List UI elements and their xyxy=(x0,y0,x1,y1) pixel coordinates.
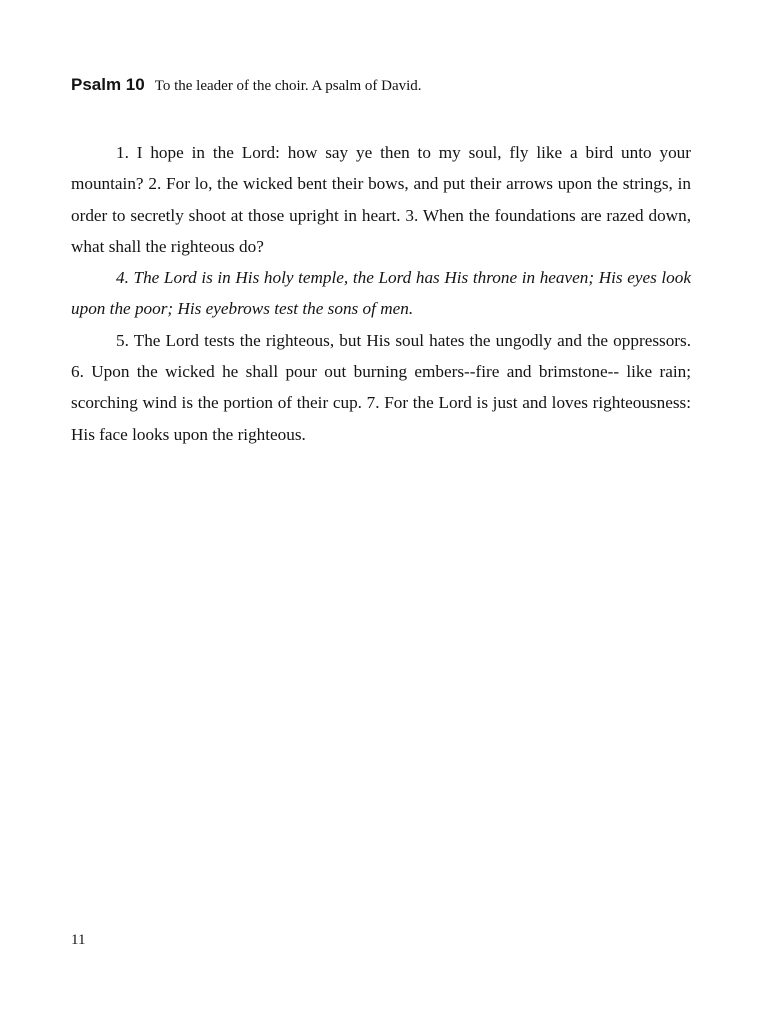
psalm-superscription: To the leader of the choir. A psalm of David. xyxy=(154,78,422,94)
paragraph-verses-1-3: 1. I hope in the Lord: how say ye then to my soul, fly like a bird unto your mountain? 2. For lo, the wicked bent their bows, and put their arrows upon the strings, in order to secretly shoot at those upright in heart. 3. When the foundations are razed down, what shall the righteous do? xyxy=(71,143,691,256)
page-number: 11 xyxy=(71,932,86,948)
paragraph-verses-5-7: 5. The Lord tests the righteous, but His soul hates the ungodly and the oppressors. 6. Upon the wicked he shall pour out burning embers--fire and brimstone-- like rain; scorching wind is the portion of their cup. 7. For the Lord is just and loves righteousness: His face looks upon the righteous. xyxy=(71,330,691,444)
psalm-heading xyxy=(71,75,422,95)
psalm-number: Psalm 10 xyxy=(71,75,145,94)
paragraph-verse-4: 4. The Lord is in His holy temple, the Lord has His throne in heaven; His eyes look upon the poor; His eyebrows test the sons of men. xyxy=(71,268,691,319)
psalm-body xyxy=(71,137,691,450)
